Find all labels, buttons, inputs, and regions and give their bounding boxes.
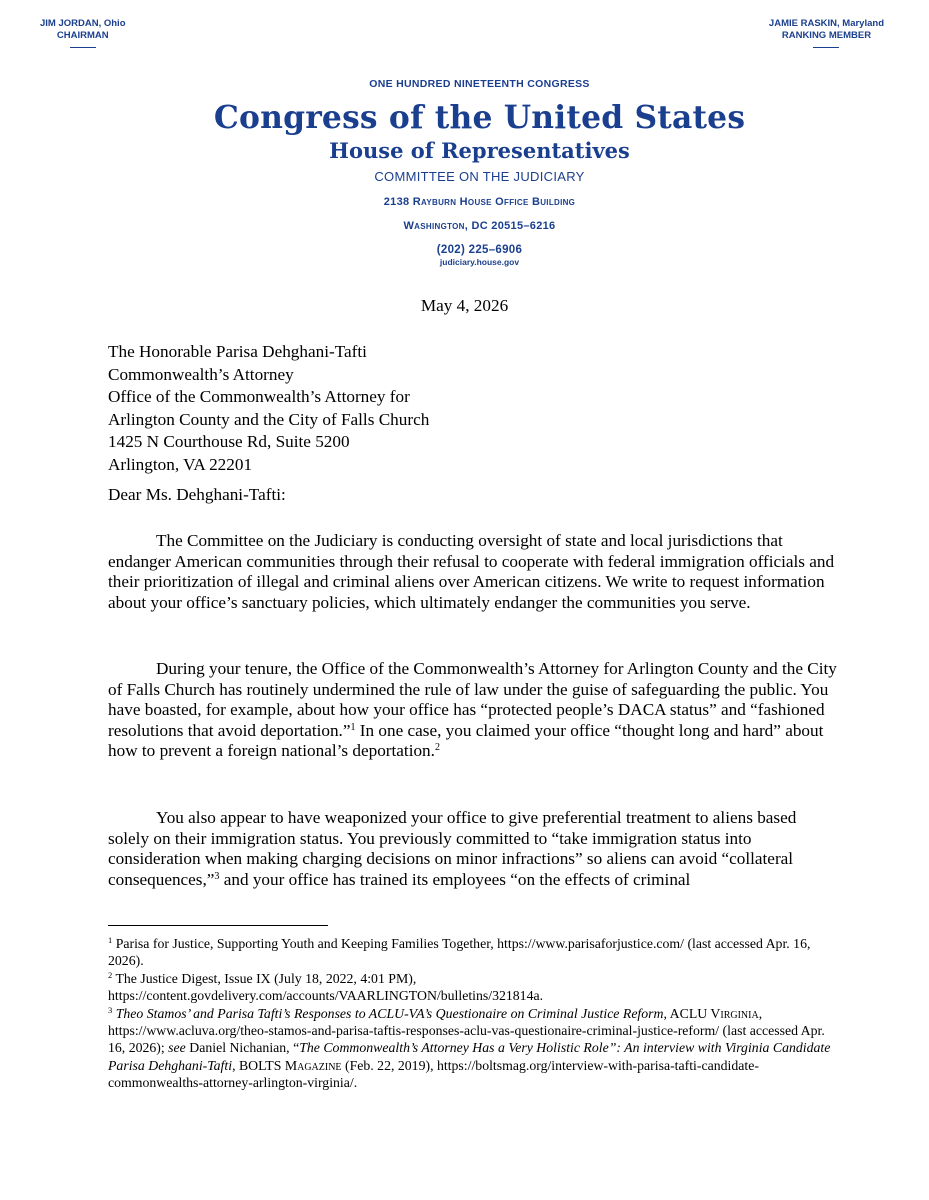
chairman-name: JIM JORDAN, Ohio [40, 18, 126, 29]
paragraph-text: You also appear to have weaponized your office to give preferential treatment to aliens based solely on their immigration status. You previously committed to “take immigration status into consideration when making charging decisions on minor infractions” so aliens can avoid “collateral consequences,” [108, 808, 797, 889]
salutation: Dear Ms. Dehghani-Tafti: [108, 485, 286, 504]
footnote-title: Theo Stamos’ and Parisa Tafti’s Responses to ACLU-VA’s Questionaire on Criminal Justice Reform [115, 1005, 664, 1021]
recipient-line: Office of the Commonwealth’s Attorney for [108, 387, 410, 406]
footnote-author: Daniel Nichanian, “ [185, 1040, 300, 1056]
office-city: Washington, DC 20515–6216 [403, 220, 556, 232]
paragraph-text: and your office has trained its employees “on the effects of criminal [219, 869, 691, 889]
chairman-divider [70, 47, 96, 48]
paragraph-text: During your tenure, the Office of the Commonwealth’s Attorney for Arlington County and the City of Falls Church has routinely undermined the rule of law under the guise of safeguarding the public. You have boasted, for example, about how your office has “protected people’s DACA status” and “fashioned resolutions that avoid deportation.” [108, 659, 837, 740]
date-text: May 4, 2026 [420, 296, 509, 315]
footnote-link: https://content.govdelivery.com/accounts/VAARLINGTON/bulletins/321814a. [108, 988, 544, 1004]
footnote-number: 3 [108, 1004, 113, 1015]
footnote-ref: 3 [214, 870, 220, 882]
office-phone: (202) 225–6906 [436, 244, 523, 256]
recipient-line: Arlington County and the City of Falls Church [108, 409, 430, 429]
footnote-2 [108, 970, 838, 1005]
recipient-address [108, 342, 838, 477]
footnote-ref: 1 [350, 721, 356, 733]
chairman-title: CHAIRMAN [56, 30, 109, 41]
footnote-publisher: , BOLTS Magazine [232, 1057, 342, 1073]
footnote-number: 1 [108, 935, 113, 945]
recipient-line: Commonwealth’s Attorney [108, 364, 294, 384]
recipient-line: Arlington, VA 22201 [108, 454, 253, 474]
letterhead-title: Congress of the United States [213, 98, 746, 136]
footnote-signal: see [168, 1040, 186, 1056]
ranking-member-name: JAMIE RASKIN, Maryland [768, 18, 884, 29]
footnotes [108, 935, 838, 1092]
footnote-text: Parisa for Justice, Supporting Youth and Keeping Families Together, https://www.parisaforjustice.com/ (last accessed Apr. 16, 2026). [108, 936, 811, 969]
footnote-publisher: , ACLU Virginia [663, 1005, 759, 1021]
footnote-3 [108, 1005, 838, 1092]
paragraph-2 [108, 659, 838, 762]
footnote-link: (Feb. 22, 2019), https://boltsmag.org/interview-with-parisa-tafti-candidate-commonwealths-attorney-arlington-virginia/. [108, 1057, 759, 1091]
paragraph-1: The Committee on the Judiciary is conducting oversight of state and local jurisdictions that endanger American communities through their refusal to cooperate with federal immigration officials and their prioritization of illegal and criminal aliens over American citizens. We write to request information about your office’s sanctuary policies, which ultimately endanger the communities you serve. [108, 531, 835, 612]
congress-number: ONE HUNDRED NINETEENTH CONGRESS [369, 78, 590, 90]
footnote-text: The Justice Digest, Issue IX (July 18, 2022, 4:01 PM), [115, 970, 417, 986]
office-address: 2138 Rayburn House Office Building [383, 196, 576, 208]
footnote-ref: 2 [434, 742, 440, 753]
letter-date [0, 296, 929, 316]
footnote-title: The Commonwealth’s Attorney Has a Very Holistic Role”: An interview with Virginia Candidate Parisa Dehghani-Tafti [108, 1040, 831, 1073]
footnote-1 [108, 935, 838, 970]
recipient-line: The Honorable Parisa Dehghani-Tafti [108, 342, 367, 361]
footnote-number: 2 [108, 969, 113, 980]
footnote-divider [108, 925, 328, 926]
paragraph-3 [108, 808, 838, 890]
letterhead [0, 78, 929, 267]
chairman-block [40, 18, 126, 48]
ranking-member-divider [813, 47, 839, 48]
recipient-line: 1425 N Courthouse Rd, Suite 5200 [108, 432, 350, 451]
letterhead-house: House of Representatives [329, 138, 630, 163]
committee-name: COMMITTEE ON THE JUDICIARY [374, 169, 585, 184]
paragraph-text: In one case, you claimed your office “thought long and hard” about how to prevent a foreign national’s deportation. [108, 720, 824, 760]
ranking-member-title: RANKING MEMBER [781, 30, 872, 41]
office-website: judiciary.house.gov [439, 257, 520, 267]
ranking-member-block [769, 18, 884, 48]
footnote-link: , https://www.acluva.org/theo-stamos-and-parisa-taftis-responses-aclu-vas-questionaire-criminal-justice-reform/ (last accessed Apr. 16, 2026); [108, 1005, 825, 1056]
